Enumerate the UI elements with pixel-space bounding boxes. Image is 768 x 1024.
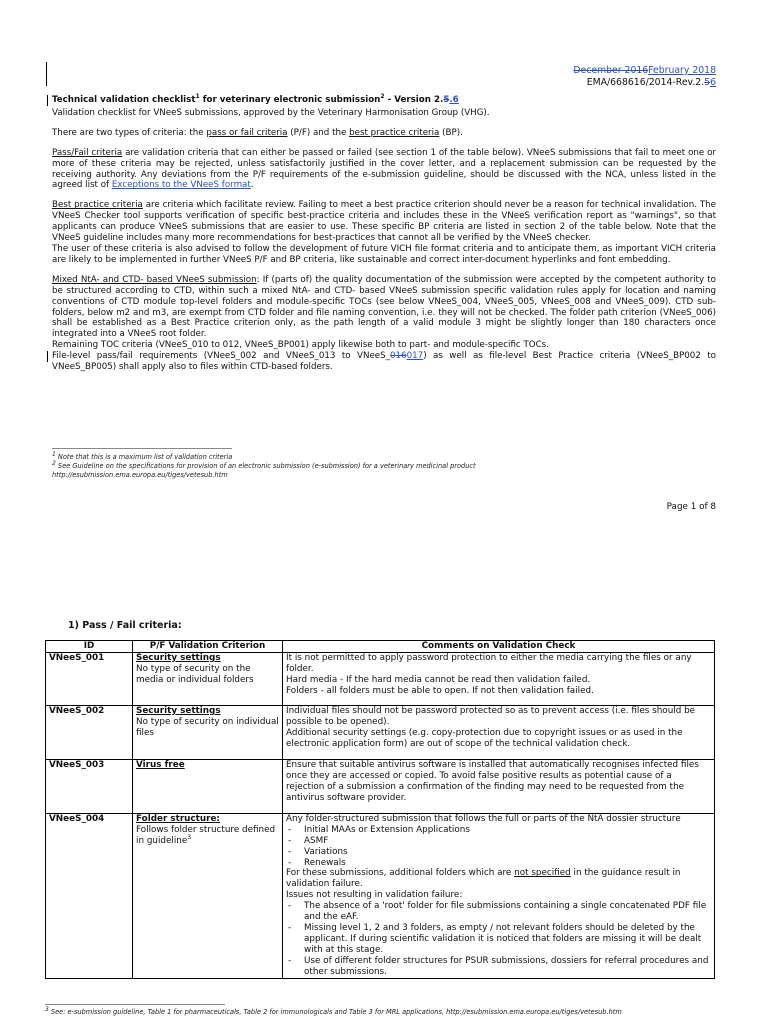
document-page-2 xyxy=(0,600,768,1024)
list-item: - ASMF xyxy=(286,836,711,847)
non-failure-issues-list xyxy=(286,901,711,977)
list-item: - Initial MAAs or Extension Applications xyxy=(286,825,711,836)
paragraph-criteria-types: There are two types of criteria: the pass or fail criteria (P/F) and the best practice criteria (BP). xyxy=(52,127,463,138)
subtitle: Validation checklist for VNeeS submissions, approved by the Veterinary Harmonisation Group (VHG). xyxy=(52,107,490,118)
footnote-rule xyxy=(45,1004,225,1005)
column-header-criterion: P/F Validation Criterion xyxy=(133,641,283,653)
table-row: VNeeS_002 Security settings No type of security on individual files Individual files should not be password protected so as to prevent access (i.e. files should be possible to be opened). Additional security settings (e.g. copy-protection due to copyright issues or as used in the electronic application form) are out of scope of the technical validation check. xyxy=(46,705,715,759)
footnotes xyxy=(52,448,716,481)
page-number: Page 1 of 8 xyxy=(666,502,716,512)
paragraph-toc: Remaining TOC criteria (VNeeS_010 to 012, VNeeS_BP001) apply likewise both to part- and module-specific TOCs. xyxy=(52,340,549,351)
list-item: - Variations xyxy=(286,847,711,858)
table-row: VNeeS_004 Folder structure: Follows folder structure defined in guideline$^3$ Any folder-structured submission that follows the full or parts of the NtA dossier structure - Initial MAAs or Extension Applications - ASMF - Variations - Renewals For these submissions, additional folders which are not specified in the guidance result in validation failure. Issues not resulting in validation failure: - The absence of a 'root' folder for file submissions containing a single concatenated PDF file and the eAF. - Missing level 1, 2 and 3 folders, as empty / not relevant folders should be deleted by the applicant. If during scientific validation it is noticed that folders are missing it will be dealt with at this stage. - Use of different folder structures for PSUR submissions, dossiers for referral procedures and other submissions. xyxy=(46,813,715,978)
footnote-rule xyxy=(52,448,232,449)
exceptions-link[interactable]: Exceptions to the VNeeS format xyxy=(111,180,251,191)
revision-date xyxy=(573,65,716,77)
table-header-row xyxy=(46,641,715,653)
document-title: Technical validation checklist$^1$ for veterinary electronic submission$^2$ - Version 2.5.6 xyxy=(52,95,716,106)
list-item: - The absence of a 'root' folder for file submissions containing a single concatenated PDF file and the eAF. xyxy=(286,901,711,923)
column-header-comments: Comments on Validation Check xyxy=(283,641,715,653)
footnote-1: $^1$ Note that this is a maximum list of validation criteria xyxy=(52,450,233,461)
change-bar xyxy=(47,351,48,362)
paragraph-vich: The user of these criteria is also advised to follow the development of future VICH file format criteria and to anticipate them, as important VICH criteria are likely to be implemented in further VNeeS P/F and BP criteria, like sustainable and correct inter-document hyperlinks and font embedding. xyxy=(52,243,716,265)
footnote-3: $^3$ See: e-submission guideline, Table 1 for pharmaceuticals, Table 2 for immunologicals and Table 3 for MRL applications, http://esubmission.ema.europa.eu/tiges/vetesub.htm xyxy=(45,1005,622,1016)
list-item: - Renewals xyxy=(286,858,711,869)
change-bar xyxy=(47,95,48,106)
section-heading: 1) Pass / Fail criteria: xyxy=(68,620,182,631)
paragraph-pass-fail: Pass/Fail criteria are validation criteria that can either be passed or failed (see section 1 of the table below). VNeeS submissions that fail to meet one or more of these criteria may be rejected, unless satisfactorily justified in the cover letter, and a replacement submission can be requested by the receiving authority. Any deviations from the P/F requirements of the e-submission guideline, should be discussed with the NCA, unless listed in the agreed list of Exceptions to the VNeeS format. xyxy=(52,147,716,191)
document-reference: EMA/668616/2014-Rev.2.56 xyxy=(586,77,716,88)
footnote-2: $^2$ See Guideline on the specifications for provision of an electronic submission (e-submission) for a veterinary medicinal product xyxy=(52,460,476,471)
submission-types-list xyxy=(286,825,711,869)
table-row: VNeeS_001 Security settings No type of security on the media or individual folders It is not permitted to apply password protection to either the media carrying the files or any folder. Hard media - If the hard media cannot be read then validation failed. Folders - all folders must be able to open. If not then validation failed. xyxy=(46,652,715,705)
paragraph-mixed-submission: Mixed NtA- and CTD- based VNeeS submission: If (parts of) the quality documentation of the submission were accepted by the competent authority to be structured according to CTD, within such a mixed NtA- and CTD- based VNeeS submission specific validation rules apply for location and naming conventions of CTD module top-level folders and module-specific TOCs (see below VNeeS_004, VNeeS_005, VNeeS_008 and VNeeS_009). CTD sub-folders, below m2 and m3, are exempt from CTD folder and file naming convention, i.e. they will not be checked. The folder path criterion (VNeeS_006) shall be established as a Best Practice criterion only, as the path length of a valid module 3 might be slightly longer than 180 characters once integrated into a VNeeS root folder. xyxy=(52,274,716,340)
inserted-date: February 2018 xyxy=(648,65,716,76)
document-header xyxy=(573,65,716,89)
document-body xyxy=(52,95,716,373)
table-row: VNeeS_003 Virus free Ensure that suitable antivirus software is installed that automatically recognises infected files once they are accessed or copied. To avoid false positive results as potential cause of a rejection of a submission a confirmation of the finding may need to be requested from the antivirus software provider. xyxy=(46,759,715,813)
list-item: - Missing level 1, 2 and 3 folders, as empty / not relevant folders should be deleted by the applicant. If during scientific validation it is noticed that folders are missing it will be dealt with at this stage. xyxy=(286,923,711,956)
paragraph-file-level: File-level pass/fail requirements (VNeeS_002 and VNeeS_013 to VNeeS_016017) as well as file-level Best Practice criteria (VNeeS_BP002 to VNeeS_BP005) shall apply also to files within CTD-based folders. xyxy=(52,351,716,373)
list-item: - Use of different folder structures for PSUR submissions, dossiers for referral procedures and other submissions. xyxy=(286,956,711,978)
text-cursor xyxy=(46,62,47,86)
deleted-date: December 2016 xyxy=(573,65,649,76)
criteria-table xyxy=(45,640,715,979)
footnote-2-url: http://esubmission.ema.europa.eu/tiges/vetesub.htm xyxy=(52,471,228,480)
column-header-id: ID xyxy=(46,641,133,653)
paragraph-best-practice: Best practice criteria are criteria which facilitate review. Failing to meet a best practice criterion should never be a reason for technical invalidation. The VNeeS Checker tool supports verification of specific best-practice criteria and includes these in the VNeeS verification report as "warnings", so that applicants can produce VNeeS submissions that are easier to use. These specific BP criteria are listed in section 2 of the table below. Note that the VNeeS guideline includes many more recommendations for best-practices that cannot all be verified by the VNeeS checker. xyxy=(52,200,716,244)
